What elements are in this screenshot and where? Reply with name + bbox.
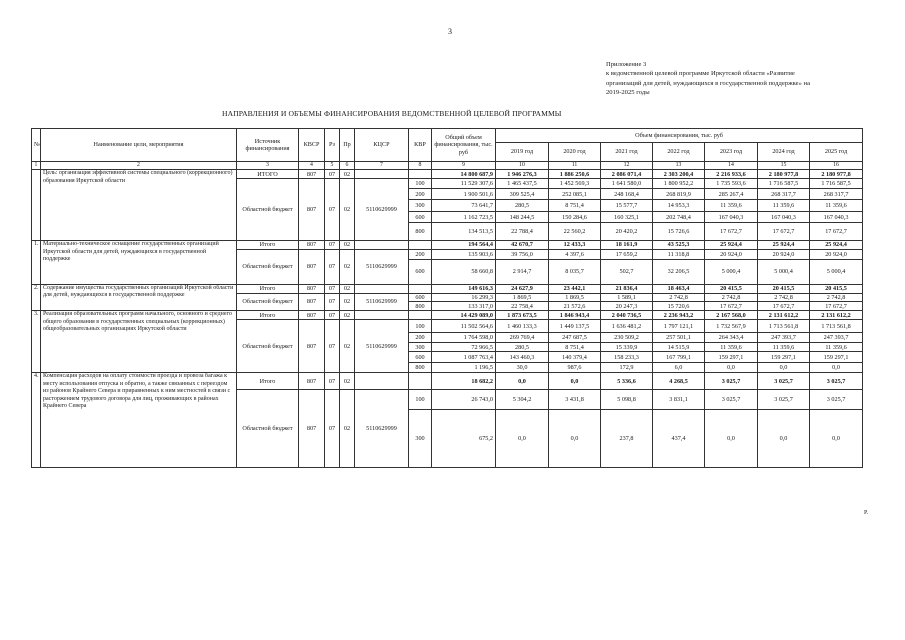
year-value-cell: 0,0 xyxy=(758,410,810,468)
total-cell: 11 502 564,6 xyxy=(432,320,496,333)
rz-cell: 07 xyxy=(325,373,340,390)
header-year: 2021 год xyxy=(601,143,653,162)
year-value-cell: 2 742,8 xyxy=(705,293,758,301)
year-value-cell: 20 924,0 xyxy=(705,249,758,259)
appendix-line: к ведомственной целевой программе Иркутской области «Развитие xyxy=(606,70,795,78)
pr-cell: 02 xyxy=(340,293,355,310)
year-value-cell: 2 131 612,2 xyxy=(758,311,810,320)
year-value-cell: 1 797 121,1 xyxy=(653,320,705,333)
kvr-cell xyxy=(409,373,432,390)
year-value-cell: 0,0 xyxy=(549,373,601,390)
total-cell: 72 966,5 xyxy=(432,343,496,352)
year-value-cell: 17 672,7 xyxy=(705,223,758,241)
row-name: Компенсация расходов на оплату стоимости проезда и провоза багажа к месту использования отпуска и обратно, а также связанных с переездом из районов Крайнего Севера и приравненных к ним местностей в связи с расторжением трудового договора для лиц, проживающих в районах Крайнего Севера xyxy=(41,373,237,468)
year-value-cell: 1 735 593,6 xyxy=(705,179,758,189)
year-value-cell: 3 025,7 xyxy=(758,373,810,390)
year-value-cell: 2 236 943,2 xyxy=(653,311,705,320)
year-value-cell: 1 636 481,2 xyxy=(601,320,653,333)
document-title: НАПРАВЛЕНИЯ И ОБЪЕМЫ ФИНАНСИРОВАНИЯ ВЕДОМСТВЕННОЙ ЦЕЛЕВОЙ ПРОГРАММЫ xyxy=(222,109,562,118)
table-row xyxy=(32,311,863,320)
column-number: 11 xyxy=(549,162,601,170)
year-value-cell: 247 393,7 xyxy=(810,333,863,343)
year-value-cell: 15 339,9 xyxy=(601,343,653,352)
year-value-cell: 309 525,4 xyxy=(496,189,549,200)
appendix-line: организаций для детей, нуждающихся в государственной поддержке» на xyxy=(606,79,811,87)
column-number: 16 xyxy=(810,162,863,170)
total-cell: 1 087 763,4 xyxy=(432,352,496,363)
year-value-cell: 21 572,6 xyxy=(549,302,601,311)
page-number: 3 xyxy=(448,27,452,36)
total-cell: 675,2 xyxy=(432,410,496,468)
total-cell: 1 900 501,6 xyxy=(432,189,496,200)
source-oblast: Областной бюджет xyxy=(237,390,299,468)
year-value-cell: 167 799,1 xyxy=(653,352,705,363)
kvr-cell: 200 xyxy=(409,333,432,343)
total-cell: 133 317,0 xyxy=(432,302,496,311)
year-value-cell: 248 168,4 xyxy=(601,189,653,200)
year-value-cell: 2 167 568,0 xyxy=(705,311,758,320)
year-value-cell: 269 769,4 xyxy=(496,333,549,343)
year-value-cell: 237,8 xyxy=(601,410,653,468)
year-value-cell: 158 233,3 xyxy=(601,352,653,363)
header-total: Общий объем финансирования, тыс. руб xyxy=(432,129,496,162)
header-year: 2022 год xyxy=(653,143,705,162)
year-value-cell: 437,4 xyxy=(653,410,705,468)
year-value-cell: 25 924,4 xyxy=(758,241,810,249)
year-value-cell: 25 924,4 xyxy=(705,241,758,249)
kvr-cell: 600 xyxy=(409,212,432,223)
row-name: Цель: организация эффективной системы специального (коррекционного) образования Иркутской области xyxy=(41,170,237,241)
total-cell: 16 299,3 xyxy=(432,293,496,301)
row-name: Содержание имущества государственных организаций Иркутской области для детей, нуждающихся в государственной поддержке xyxy=(41,284,237,310)
year-value-cell: 1 800 952,2 xyxy=(653,179,705,189)
kvr-cell: 300 xyxy=(409,410,432,468)
row-name: Реализация образовательных программ начального, основного и среднего общего образования в государственных специальных (коррекционных) общеобразовательных организациях Иркутской области xyxy=(41,311,237,373)
year-value-cell: 2 040 736,5 xyxy=(601,311,653,320)
table-row xyxy=(32,241,863,249)
year-value-cell: 2 086 071,4 xyxy=(601,170,653,179)
year-value-cell: 5 000,4 xyxy=(705,259,758,284)
table-row xyxy=(32,373,863,390)
kvsr-cell: 807 xyxy=(299,241,325,249)
column-number: 1 xyxy=(32,162,41,170)
year-value-cell: 23 442,1 xyxy=(549,284,601,293)
column-number: 14 xyxy=(705,162,758,170)
year-value-cell: 8 751,4 xyxy=(549,343,601,352)
year-value-cell: 264 343,4 xyxy=(705,333,758,343)
kvr-cell xyxy=(409,241,432,249)
kcsr-cell xyxy=(355,241,409,249)
column-number: 9 xyxy=(432,162,496,170)
year-value-cell: 247 393,7 xyxy=(758,333,810,343)
year-value-cell: 1 869,5 xyxy=(549,293,601,301)
year-value-cell: 3 025,7 xyxy=(758,390,810,410)
appendix-note xyxy=(606,60,876,97)
row-number: 1. xyxy=(32,241,41,284)
total-cell: 1 196,5 xyxy=(432,363,496,373)
kvsr-cell: 807 xyxy=(299,179,325,241)
total-cell: 135 903,6 xyxy=(432,249,496,259)
header-name: Наименование цели, мероприятия xyxy=(41,129,237,162)
kvsr-cell: 807 xyxy=(299,170,325,179)
total-cell: 134 513,5 xyxy=(432,223,496,241)
header-rz: Рз xyxy=(325,129,340,162)
year-value-cell: 3 025,7 xyxy=(705,373,758,390)
kvr-cell: 100 xyxy=(409,390,432,410)
kvr-cell: 300 xyxy=(409,343,432,352)
year-value-cell: 3 025,7 xyxy=(705,390,758,410)
year-value-cell: 32 206,5 xyxy=(653,259,705,284)
kcsr-cell xyxy=(355,311,409,320)
header-year: 2020 год xyxy=(549,143,601,162)
year-value-cell: 11 359,6 xyxy=(810,200,863,212)
total-cell: 73 641,7 xyxy=(432,200,496,212)
header-year: 2019 год xyxy=(496,143,549,162)
year-value-cell: 252 085,1 xyxy=(549,189,601,200)
column-number: 15 xyxy=(758,162,810,170)
year-value-cell: 20 420,2 xyxy=(601,223,653,241)
column-numbers-row xyxy=(32,162,863,170)
kcsr-cell: 5110629999 xyxy=(355,390,409,468)
year-value-cell: 5 304,2 xyxy=(496,390,549,410)
year-value-cell: 3 025,7 xyxy=(810,373,863,390)
source-itogo: Итого xyxy=(237,311,299,320)
kvr-cell: 600 xyxy=(409,293,432,301)
year-value-cell: 140 379,4 xyxy=(549,352,601,363)
year-value-cell: 0,0 xyxy=(810,363,863,373)
year-value-cell: 2 742,8 xyxy=(758,293,810,301)
appendix-line: 2019-2025 годы xyxy=(606,88,650,96)
year-value-cell: 1 716 587,5 xyxy=(810,179,863,189)
year-value-cell: 1 713 561,8 xyxy=(810,320,863,333)
year-value-cell: 14 953,3 xyxy=(653,200,705,212)
year-value-cell: 1 846 943,4 xyxy=(549,311,601,320)
year-value-cell: 21 836,4 xyxy=(601,284,653,293)
header-pr: Пр xyxy=(340,129,355,162)
kvr-cell: 800 xyxy=(409,302,432,311)
year-value-cell: 1 460 133,3 xyxy=(496,320,549,333)
year-value-cell: 285 267,4 xyxy=(705,189,758,200)
year-value-cell: 22 758,4 xyxy=(496,302,549,311)
year-value-cell: 987,6 xyxy=(549,363,601,373)
year-value-cell: 502,7 xyxy=(601,259,653,284)
year-value-cell: 280,5 xyxy=(496,343,549,352)
header-year: 2024 год xyxy=(758,143,810,162)
year-value-cell: 1 716 587,5 xyxy=(758,179,810,189)
year-value-cell: 15 577,7 xyxy=(601,200,653,212)
kvsr-cell: 807 xyxy=(299,293,325,310)
appendix-line: Приложение 3 xyxy=(606,61,647,68)
year-value-cell: 3 831,1 xyxy=(653,390,705,410)
rz-cell: 07 xyxy=(325,284,340,293)
year-value-cell: 5 336,6 xyxy=(601,373,653,390)
table-row xyxy=(32,170,863,179)
column-number: 6 xyxy=(340,162,355,170)
rz-cell: 07 xyxy=(325,320,340,373)
row-number xyxy=(32,170,41,241)
source-itogo: Итого xyxy=(237,241,299,249)
rz-cell: 07 xyxy=(325,249,340,284)
year-value-cell: 18 161,9 xyxy=(601,241,653,249)
year-value-cell: 257 501,1 xyxy=(653,333,705,343)
kvr-cell: 100 xyxy=(409,320,432,333)
row-number: 2. xyxy=(32,284,41,310)
year-value-cell: 167 040,3 xyxy=(758,212,810,223)
source-oblast: Областной бюджет xyxy=(237,179,299,241)
year-value-cell: 1 452 569,3 xyxy=(549,179,601,189)
year-value-cell: 1 589,1 xyxy=(601,293,653,301)
year-value-cell: 1 713 561,8 xyxy=(758,320,810,333)
kcsr-cell: 5110629999 xyxy=(355,293,409,310)
year-value-cell: 18 463,4 xyxy=(653,284,705,293)
kvsr-cell: 807 xyxy=(299,373,325,390)
year-value-cell: 11 359,6 xyxy=(758,343,810,352)
year-value-cell: 43 525,3 xyxy=(653,241,705,249)
kvsr-cell: 807 xyxy=(299,284,325,293)
year-value-cell: 14 515,9 xyxy=(653,343,705,352)
header-source: Источник финансирования xyxy=(237,129,299,162)
column-number: 8 xyxy=(409,162,432,170)
year-value-cell: 15 720,6 xyxy=(653,302,705,311)
year-value-cell: 0,0 xyxy=(496,373,549,390)
year-value-cell: 5 098,8 xyxy=(601,390,653,410)
year-value-cell: 2 216 933,6 xyxy=(705,170,758,179)
year-value-cell: 17 672,7 xyxy=(810,223,863,241)
column-number: 2 xyxy=(41,162,237,170)
kvr-cell xyxy=(409,284,432,293)
source-oblast: Областной бюджет xyxy=(237,249,299,284)
year-value-cell: 8 035,7 xyxy=(549,259,601,284)
kvr-cell: 600 xyxy=(409,259,432,284)
kcsr-cell: 5110629999 xyxy=(355,249,409,284)
pr-cell: 02 xyxy=(340,249,355,284)
year-value-cell: 1 641 580,0 xyxy=(601,179,653,189)
year-value-cell: 39 756,0 xyxy=(496,249,549,259)
source-itogo: Итого xyxy=(237,373,299,390)
year-value-cell: 4 268,5 xyxy=(653,373,705,390)
total-cell: 149 616,3 xyxy=(432,284,496,293)
pr-cell: 02 xyxy=(340,179,355,241)
kcsr-cell: 5110629999 xyxy=(355,320,409,373)
year-value-cell: 11 359,6 xyxy=(705,200,758,212)
header-volume: Объем финансирования, тыс. руб xyxy=(496,129,863,143)
kvsr-cell: 807 xyxy=(299,249,325,284)
source-oblast: Областной бюджет xyxy=(237,320,299,373)
year-value-cell: 167 040,3 xyxy=(705,212,758,223)
year-value-cell: 160 325,1 xyxy=(601,212,653,223)
kvr-cell: 200 xyxy=(409,249,432,259)
row-name: Материально-техническое оснащение государственных организаций Иркутской области для детей, нуждающихся в государственной поддержке xyxy=(41,241,237,284)
header-kvr: КВР xyxy=(409,129,432,162)
year-value-cell: 20 415,5 xyxy=(758,284,810,293)
kvr-cell: 800 xyxy=(409,223,432,241)
year-value-cell: 2 180 977,8 xyxy=(758,170,810,179)
year-value-cell: 1 886 250,6 xyxy=(549,170,601,179)
year-value-cell: 30,0 xyxy=(496,363,549,373)
header-kvsr: КВСР xyxy=(299,129,325,162)
kvsr-cell: 807 xyxy=(299,311,325,320)
year-value-cell: 17 672,7 xyxy=(705,302,758,311)
rz-cell: 07 xyxy=(325,390,340,468)
kcsr-cell xyxy=(355,170,409,179)
year-value-cell: 11 359,6 xyxy=(705,343,758,352)
year-value-cell: 0,0 xyxy=(810,410,863,468)
total-cell: 1 162 723,5 xyxy=(432,212,496,223)
column-number: 4 xyxy=(299,162,325,170)
year-value-cell: 1 732 567,9 xyxy=(705,320,758,333)
year-value-cell: 2 914,7 xyxy=(496,259,549,284)
year-value-cell: 0,0 xyxy=(496,410,549,468)
year-value-cell: 20 924,0 xyxy=(810,249,863,259)
year-value-cell: 1 449 137,5 xyxy=(549,320,601,333)
year-value-cell: 6,0 xyxy=(653,363,705,373)
table-row xyxy=(32,284,863,293)
total-cell: 58 660,8 xyxy=(432,259,496,284)
rz-cell: 07 xyxy=(325,170,340,179)
pr-cell: 02 xyxy=(340,284,355,293)
year-value-cell: 0,0 xyxy=(705,363,758,373)
year-value-cell: 2 180 977,8 xyxy=(810,170,863,179)
column-number: 10 xyxy=(496,162,549,170)
total-cell: 194 564,4 xyxy=(432,241,496,249)
trailing-mark: Р. xyxy=(864,510,869,516)
year-value-cell: 2 742,8 xyxy=(810,293,863,301)
year-value-cell: 268 317,7 xyxy=(758,189,810,200)
rz-cell: 07 xyxy=(325,241,340,249)
kcsr-cell xyxy=(355,284,409,293)
column-number: 3 xyxy=(237,162,299,170)
year-value-cell: 167 040,3 xyxy=(810,212,863,223)
year-value-cell: 268 819,9 xyxy=(653,189,705,200)
year-value-cell: 17 659,2 xyxy=(601,249,653,259)
year-value-cell: 230 509,2 xyxy=(601,333,653,343)
year-value-cell: 247 687,5 xyxy=(549,333,601,343)
year-value-cell: 1 946 276,3 xyxy=(496,170,549,179)
kvr-cell: 200 xyxy=(409,189,432,200)
year-value-cell: 0,0 xyxy=(549,410,601,468)
total-cell: 14 800 687,9 xyxy=(432,170,496,179)
year-value-cell: 11 359,6 xyxy=(810,343,863,352)
row-number: 3. xyxy=(32,311,41,373)
kvr-cell xyxy=(409,170,432,179)
pr-cell: 02 xyxy=(340,320,355,373)
pr-cell: 02 xyxy=(340,311,355,320)
year-value-cell: 42 670,7 xyxy=(496,241,549,249)
total-cell: 18 682,2 xyxy=(432,373,496,390)
total-cell: 11 529 307,6 xyxy=(432,179,496,189)
year-value-cell: 0,0 xyxy=(758,363,810,373)
row-number: 4. xyxy=(32,373,41,468)
kvr-cell: 600 xyxy=(409,352,432,363)
header-kcsr: КЦСР xyxy=(355,129,409,162)
year-value-cell: 12 433,3 xyxy=(549,241,601,249)
rz-cell: 07 xyxy=(325,293,340,310)
header-year: 2023 год xyxy=(705,143,758,162)
kvr-cell: 300 xyxy=(409,200,432,212)
year-value-cell: 159 297,1 xyxy=(758,352,810,363)
year-value-cell: 15 726,6 xyxy=(653,223,705,241)
header-year: 2025 год xyxy=(810,143,863,162)
year-value-cell: 159 297,1 xyxy=(705,352,758,363)
column-number: 5 xyxy=(325,162,340,170)
column-number: 12 xyxy=(601,162,653,170)
column-number: 7 xyxy=(355,162,409,170)
year-value-cell: 0,0 xyxy=(705,410,758,468)
pr-cell: 02 xyxy=(340,241,355,249)
year-value-cell: 148 244,5 xyxy=(496,212,549,223)
kcsr-cell xyxy=(355,373,409,390)
year-value-cell: 2 303 200,4 xyxy=(653,170,705,179)
year-value-cell: 1 873 673,5 xyxy=(496,311,549,320)
year-value-cell: 1 869,5 xyxy=(496,293,549,301)
kvsr-cell: 807 xyxy=(299,320,325,373)
year-value-cell: 17 672,7 xyxy=(758,223,810,241)
year-value-cell: 202 748,4 xyxy=(653,212,705,223)
year-value-cell: 1 465 437,5 xyxy=(496,179,549,189)
year-value-cell: 20 924,0 xyxy=(758,249,810,259)
year-value-cell: 150 284,6 xyxy=(549,212,601,223)
year-value-cell: 8 751,4 xyxy=(549,200,601,212)
year-value-cell: 3 025,7 xyxy=(810,390,863,410)
year-value-cell: 2 131 612,2 xyxy=(810,311,863,320)
kvr-cell: 800 xyxy=(409,363,432,373)
total-cell: 1 764 598,0 xyxy=(432,333,496,343)
year-value-cell: 20 415,5 xyxy=(810,284,863,293)
source-oblast: Областной бюджет xyxy=(237,293,299,310)
year-value-cell: 5 000,4 xyxy=(810,259,863,284)
header-no: № xyxy=(32,129,41,162)
year-value-cell: 3 431,8 xyxy=(549,390,601,410)
year-value-cell: 22 560,2 xyxy=(549,223,601,241)
year-value-cell: 11 318,8 xyxy=(653,249,705,259)
year-value-cell: 2 742,8 xyxy=(653,293,705,301)
year-value-cell: 268 317,7 xyxy=(810,189,863,200)
column-number: 13 xyxy=(653,162,705,170)
kcsr-cell: 5110629999 xyxy=(355,179,409,241)
year-value-cell: 17 672,7 xyxy=(758,302,810,311)
financing-table xyxy=(31,128,863,468)
header-row xyxy=(32,129,863,143)
year-value-cell: 172,9 xyxy=(601,363,653,373)
rz-cell: 07 xyxy=(325,179,340,241)
source-itogo: ИТОГО xyxy=(237,170,299,179)
year-value-cell: 5 000,4 xyxy=(758,259,810,284)
kvr-cell xyxy=(409,311,432,320)
year-value-cell: 11 359,6 xyxy=(758,200,810,212)
total-cell: 14 429 089,0 xyxy=(432,311,496,320)
kvsr-cell: 807 xyxy=(299,390,325,468)
year-value-cell: 25 924,4 xyxy=(810,241,863,249)
total-cell: 26 743,0 xyxy=(432,390,496,410)
year-value-cell: 17 672,7 xyxy=(810,302,863,311)
year-value-cell: 22 788,4 xyxy=(496,223,549,241)
source-itogo: Итого xyxy=(237,284,299,293)
year-value-cell: 159 297,1 xyxy=(810,352,863,363)
year-value-cell: 143 460,3 xyxy=(496,352,549,363)
pr-cell: 02 xyxy=(340,390,355,468)
year-value-cell: 24 627,9 xyxy=(496,284,549,293)
year-value-cell: 4 397,6 xyxy=(549,249,601,259)
year-value-cell: 20 415,5 xyxy=(705,284,758,293)
pr-cell: 02 xyxy=(340,373,355,390)
year-value-cell: 280,5 xyxy=(496,200,549,212)
kvr-cell: 100 xyxy=(409,179,432,189)
year-value-cell: 20 247,3 xyxy=(601,302,653,311)
pr-cell: 02 xyxy=(340,170,355,179)
rz-cell: 07 xyxy=(325,311,340,320)
